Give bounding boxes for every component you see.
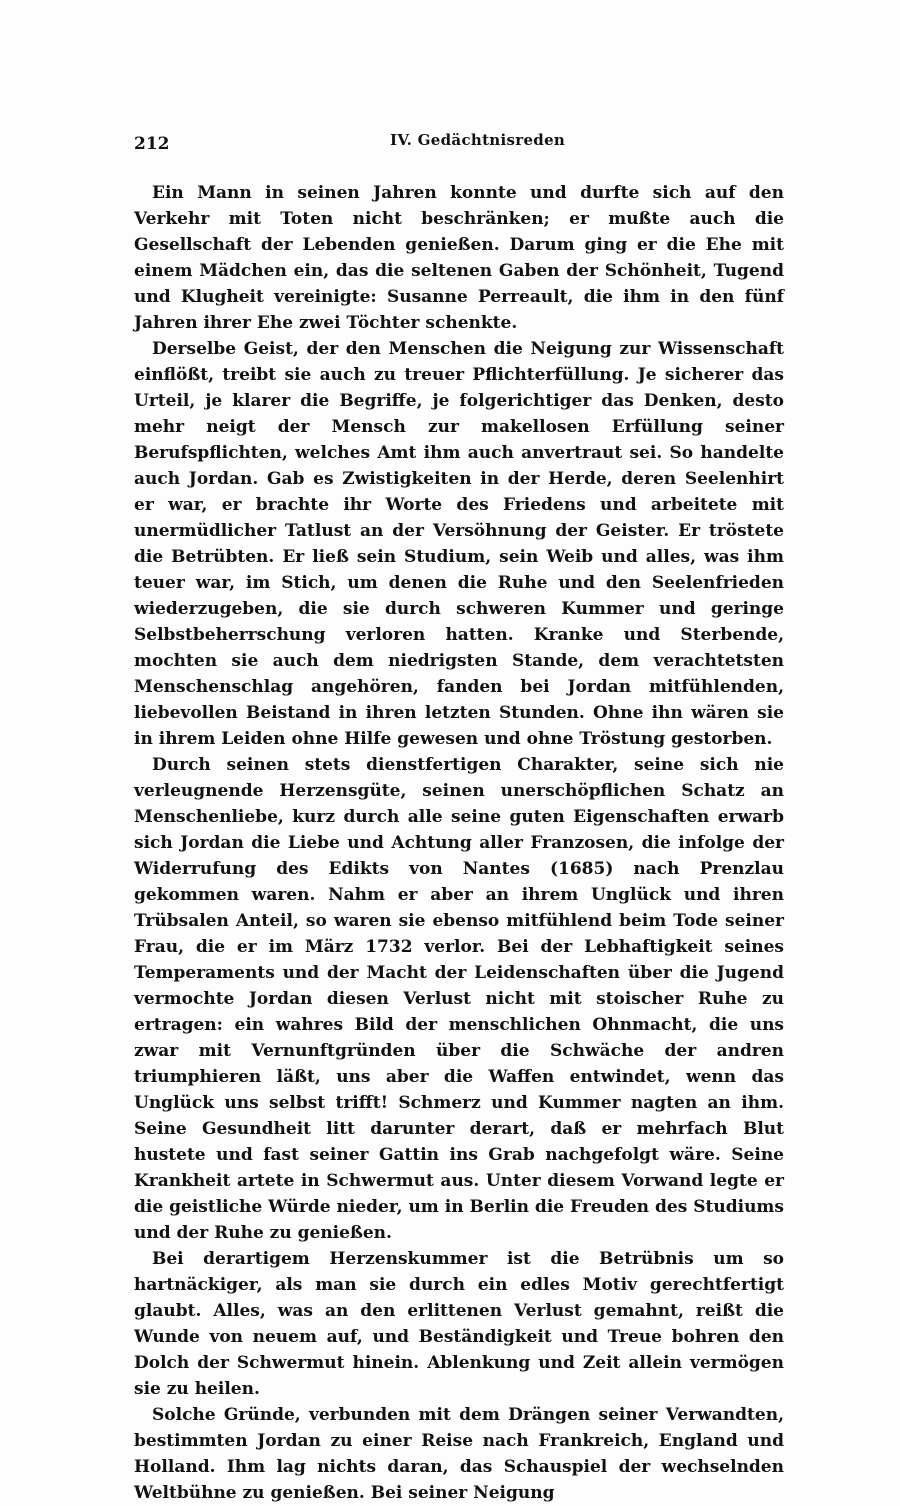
paragraph: Ein Mann in seinen Jahren konnte und durfte sich auf den Verkehr mit Toten nicht beschränken; er mußte auch die Gesellschaft der Lebenden genießen. Darum ging er die Ehe mit einem Mädchen ein, das die seltenen Gaben der Schönheit, Tugend und Klugheit vereinigte: Susanne Perreault, die ihm in den fünf Jahren ihrer Ehe zwei Töchter schenkte. bbox=[134, 183, 784, 333]
paragraph: Derselbe Geist, der den Menschen die Neigung zur Wissenschaft einflößt, treibt sie auch zu treuer Pflichterfüllung. Je sicherer das Urteil, je klarer die Begriffe, je folgerichtiger das Denken, desto mehr neigt der Mensch zur makellosen Erfüllung seiner Berufspflichten, welches Amt ihm auch anvertraut sei. So handelte auch Jordan. Gab es Zwistigkeiten in der Herde, deren Seelenhirt er war, er brachte ihr Worte des Friedens und arbeitete mit unermüdlicher Tatlust an der Versöhnung der Geister. Er tröstete die Betrübten. Er ließ sein Studium, sein Weib und alles, was ihm teuer war, im Stich, um denen die Ruhe und den Seelenfrieden wiederzugeben, die sie durch schweren Kummer und geringe Selbstbeherrschung verloren hatten. Kranke und Sterbende, mochten sie auch dem niedrigsten Stande, dem verachtetsten Menschenschlag angehören, fanden bei Jordan mitfühlenden, liebevollen Beistand in ihren letzten Stunden. Ohne ihn wären sie in ihrem Leiden ohne Hilfe gewesen und ohne Tröstung gestorben. bbox=[134, 339, 784, 749]
page-header bbox=[134, 128, 784, 156]
running-title: IV. Gedächtnisreden bbox=[390, 131, 566, 149]
paragraph: Bei derartigem Herzenskummer ist die Betrübnis um so hartnäckiger, als man sie durch ein edles Motiv gerechtfertigt glaubt. Alles, was an den erlittenen Verlust gemahnt, reißt die Wunde von neuem auf, und Beständigkeit und Treue bohren den Dolch der Schwermut hinein. Ablenkung und Zeit allein vermögen sie zu heilen. bbox=[134, 1249, 784, 1399]
paragraph: Durch seinen stets dienstfertigen Charakter, seine sich nie verleugnende Herzensgüte, seinen unerschöpflichen Schatz an Menschenliebe, kurz durch alle seine guten Eigenschaften erwarb sich Jordan die Liebe und Achtung aller Franzosen, die infolge der Widerrufung des Edikts von Nantes (1685) nach Prenzlau gekommen waren. Nahm er aber an ihrem Unglück und ihren Trübsalen Anteil, so waren sie ebenso mitfühlend beim Tode seiner Frau, die er im März 1732 verlor. Bei der Lebhaftigkeit seines Temperaments und der Macht der Leidenschaften über die Jugend vermochte Jordan diesen Verlust nicht mit stoischer Ruhe zu ertragen: ein wahres Bild der menschlichen Ohnmacht, die uns zwar mit Vernunftgründen über die Schwäche der andren triumphieren läßt, uns aber die Waffen entwindet, wenn das Unglück uns selbst trifft! Schmerz und Kummer nagten an ihm. Seine Gesundheit litt darunter derart, daß er mehrfach Blut hustete und fast seiner Gattin ins Grab nachgefolgt wäre. Seine Krankheit artete in Schwermut aus. Unter diesem Vorwand legte er die geistliche Würde nieder, um in Berlin die Freuden des Studiums und der Ruhe zu genießen. bbox=[134, 755, 784, 1243]
body-text bbox=[134, 180, 784, 1506]
paragraph: Solche Gründe, verbunden mit dem Drängen seiner Verwandten, bestimmten Jordan zu einer Reise nach Frankreich, England und Holland. Ihm lag nichts daran, das Schauspiel der wechselnden Weltbühne zu genießen. Bei seiner Neigung bbox=[134, 1405, 784, 1503]
page-number: 212 bbox=[134, 134, 170, 154]
